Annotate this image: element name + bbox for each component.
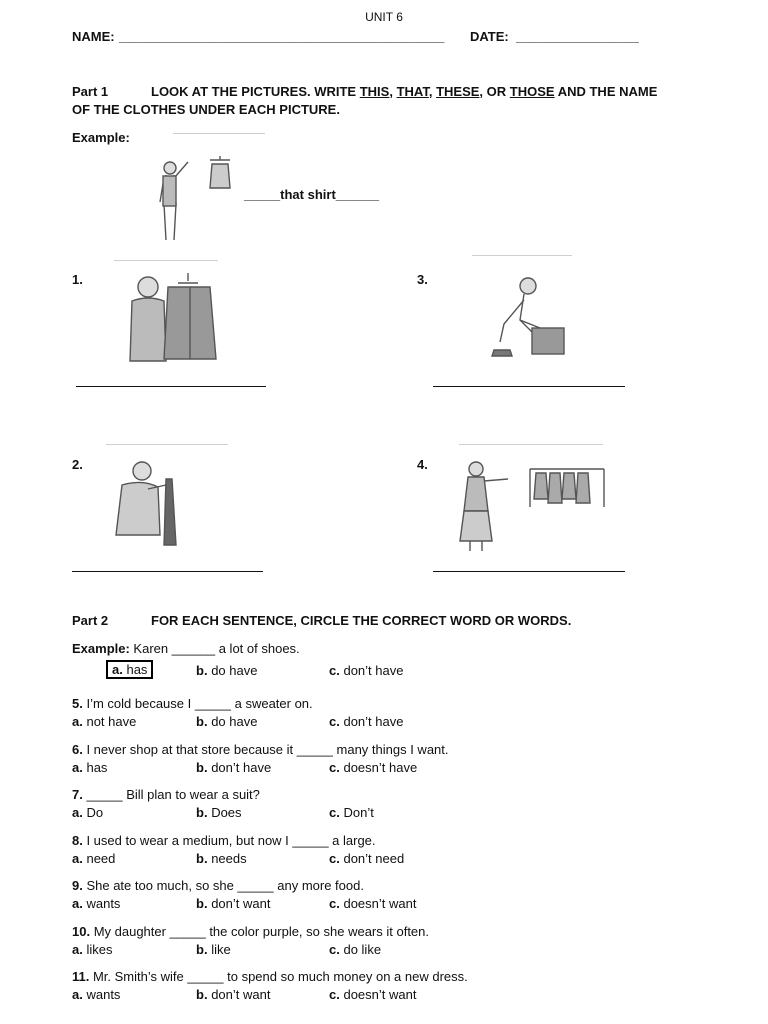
example-option-a[interactable]: [112, 662, 153, 677]
option-text: need: [86, 851, 116, 866]
option-text: not have: [86, 714, 137, 729]
word-that: THAT: [396, 84, 429, 99]
letter-b: b.: [196, 663, 208, 678]
question-5-option-b[interactable]: [196, 714, 257, 729]
letter-b: b.: [196, 987, 208, 1002]
example-option-b[interactable]: [196, 663, 257, 678]
part2-instruction: FOR EACH SENTENCE, CIRCLE THE CORRECT WORD OR WORDS.: [151, 613, 572, 628]
option-text: wants: [86, 896, 121, 911]
answer-line-1[interactable]: [76, 386, 266, 387]
question-6-option-b[interactable]: [196, 760, 271, 775]
question-9-option-b[interactable]: [196, 896, 270, 911]
example-q-text: Karen ______ a lot of shoes.: [129, 641, 300, 656]
unit-title: UNIT 6: [365, 10, 403, 24]
question-7-option-a[interactable]: [72, 805, 103, 820]
question-7-option-b[interactable]: [196, 805, 242, 820]
question-text: Mr. Smith’s wife _____ to spend so much money on a new dress.: [89, 969, 468, 984]
letter-a: a.: [72, 942, 83, 957]
question-11-option-b[interactable]: [196, 987, 270, 1002]
part1-instruction: LOOK AT THE PICTURES. WRITE THIS, THAT, THESE, OR THOSE AND THE NAME: [151, 84, 658, 99]
item-3-number: 3.: [417, 272, 428, 287]
example-option-c[interactable]: [329, 663, 403, 678]
option-text: don’t want: [211, 896, 271, 911]
instruction-text: LOOK AT THE PICTURES. WRITE: [151, 84, 360, 99]
option-text: do like: [343, 942, 382, 957]
option-text: has: [86, 760, 108, 775]
item-4-number: 4.: [417, 457, 428, 472]
answer-line-3[interactable]: [433, 386, 625, 387]
option-text: has: [126, 662, 148, 677]
question-text: My daughter _____ the color purple, so she wears it often.: [90, 924, 429, 939]
question-9-option-c[interactable]: [329, 896, 416, 911]
letter-b: b.: [196, 805, 208, 820]
option-text: Don’t: [343, 805, 374, 820]
option-text: Does: [211, 805, 242, 820]
date-blank[interactable]: _________________: [516, 29, 639, 44]
question-5-option-c[interactable]: [329, 714, 403, 729]
letter-b: b.: [196, 942, 208, 957]
question-8: [72, 833, 376, 848]
question-8-option-b[interactable]: [196, 851, 247, 866]
example-answer-text: that shirt: [280, 187, 336, 202]
question-text: She ate too much, so she _____ any more food.: [82, 878, 364, 893]
question-8-option-c[interactable]: [329, 851, 404, 866]
question-5: [72, 696, 313, 711]
option-text: doesn’t want: [343, 896, 417, 911]
option-text: needs: [211, 851, 247, 866]
option-text: don’t have: [211, 760, 272, 775]
faint-rule: [106, 444, 228, 445]
letter-a: a.: [72, 851, 83, 866]
item-1-number: 1.: [72, 272, 83, 287]
option-text: likes: [86, 942, 113, 957]
letter-a: a.: [72, 760, 83, 775]
option-text: like: [211, 942, 231, 957]
item-3-picture: [490, 272, 570, 362]
item-2-number: 2.: [72, 457, 83, 472]
letter-b: b.: [196, 714, 208, 729]
answer-line-4[interactable]: [433, 571, 625, 572]
date-label: DATE:: [470, 29, 509, 44]
answer-line-2[interactable]: [72, 571, 263, 572]
option-text: don’t have: [343, 663, 404, 678]
option-text: wants: [86, 987, 121, 1002]
letter-c: c.: [329, 760, 340, 775]
option-text: do have: [211, 663, 258, 678]
option-text: doesn’t have: [343, 760, 418, 775]
item-2-picture: [108, 455, 190, 550]
name-blank[interactable]: _____________________________________________: [119, 29, 445, 44]
question-9-option-a[interactable]: [72, 896, 120, 911]
part1-label: Part 1: [72, 84, 109, 99]
letter-a: a.: [72, 987, 83, 1002]
word-those: THOSE: [509, 84, 555, 99]
item-1-picture: [120, 265, 220, 365]
question-11-option-a[interactable]: [72, 987, 120, 1002]
question-number: 11.: [72, 969, 90, 984]
option-text: don’t want: [211, 987, 271, 1002]
question-9: [72, 878, 364, 893]
option-text: Do: [86, 805, 104, 820]
question-6: [72, 742, 449, 757]
name-label: NAME:: [72, 29, 115, 44]
question-6-option-a[interactable]: [72, 760, 107, 775]
question-number: 5.: [72, 696, 83, 711]
word-this: THIS: [359, 84, 390, 99]
letter-a: a.: [72, 896, 83, 911]
question-11-option-c[interactable]: [329, 987, 416, 1002]
question-6-option-c[interactable]: [329, 760, 417, 775]
letter-c: c.: [329, 851, 340, 866]
word-these: THESE: [436, 84, 480, 99]
question-11: [72, 969, 468, 984]
part1-instruction-2: OF THE CLOTHES UNDER EACH PICTURE.: [72, 102, 340, 117]
instruction-text-2: AND THE NAME: [554, 84, 658, 99]
question-7: [72, 787, 260, 802]
example-picture: [150, 152, 240, 244]
faint-rule: [173, 133, 265, 134]
letter-a: a.: [72, 805, 83, 820]
letter-b: b.: [196, 896, 208, 911]
question-number: 9.: [72, 878, 83, 893]
question-text: _____ Bill plan to wear a suit?: [82, 787, 260, 802]
letter-a: a.: [72, 714, 83, 729]
question-number: 8.: [72, 833, 83, 848]
question-5-option-a[interactable]: [72, 714, 136, 729]
example-q-label: Example:: [72, 641, 130, 656]
example-question: [72, 641, 300, 656]
question-7-option-c[interactable]: [329, 805, 374, 820]
question-number: 7.: [72, 787, 83, 802]
question-number: 10.: [72, 924, 91, 939]
option-text: do have: [211, 714, 258, 729]
example-answer: _____that shirt______: [244, 187, 380, 202]
example-label: Example:: [72, 130, 130, 145]
letter-b: b.: [196, 760, 208, 775]
option-text: don’t have: [343, 714, 404, 729]
letter-c: c.: [329, 987, 340, 1002]
question-text: I never shop at that store because it _____ many things I want.: [82, 742, 449, 757]
item-4-picture: [458, 455, 608, 555]
question-10-option-c[interactable]: [329, 942, 381, 957]
question-8-option-a[interactable]: [72, 851, 115, 866]
letter-c: c.: [329, 942, 340, 957]
option-text: don’t need: [343, 851, 405, 866]
faint-rule: [114, 260, 218, 261]
letter-c: c.: [329, 805, 340, 820]
faint-rule: [459, 444, 603, 445]
letter-c: c.: [329, 896, 340, 911]
question-10: [72, 924, 429, 939]
letter-b: b.: [196, 851, 208, 866]
letter-c: c.: [329, 663, 340, 678]
letter-c: c.: [329, 714, 340, 729]
faint-rule: [472, 255, 572, 256]
part2-label: Part 2: [72, 613, 109, 628]
question-10-option-a[interactable]: [72, 942, 112, 957]
option-text: doesn’t want: [343, 987, 417, 1002]
letter-a: a.: [112, 662, 123, 677]
question-text: I used to wear a medium, but now I _____ a large.: [82, 833, 376, 848]
question-number: 6.: [72, 742, 83, 757]
word-or: OR: [486, 84, 507, 99]
question-10-option-b[interactable]: [196, 942, 231, 957]
question-text: I’m cold because I _____ a sweater on.: [82, 696, 313, 711]
